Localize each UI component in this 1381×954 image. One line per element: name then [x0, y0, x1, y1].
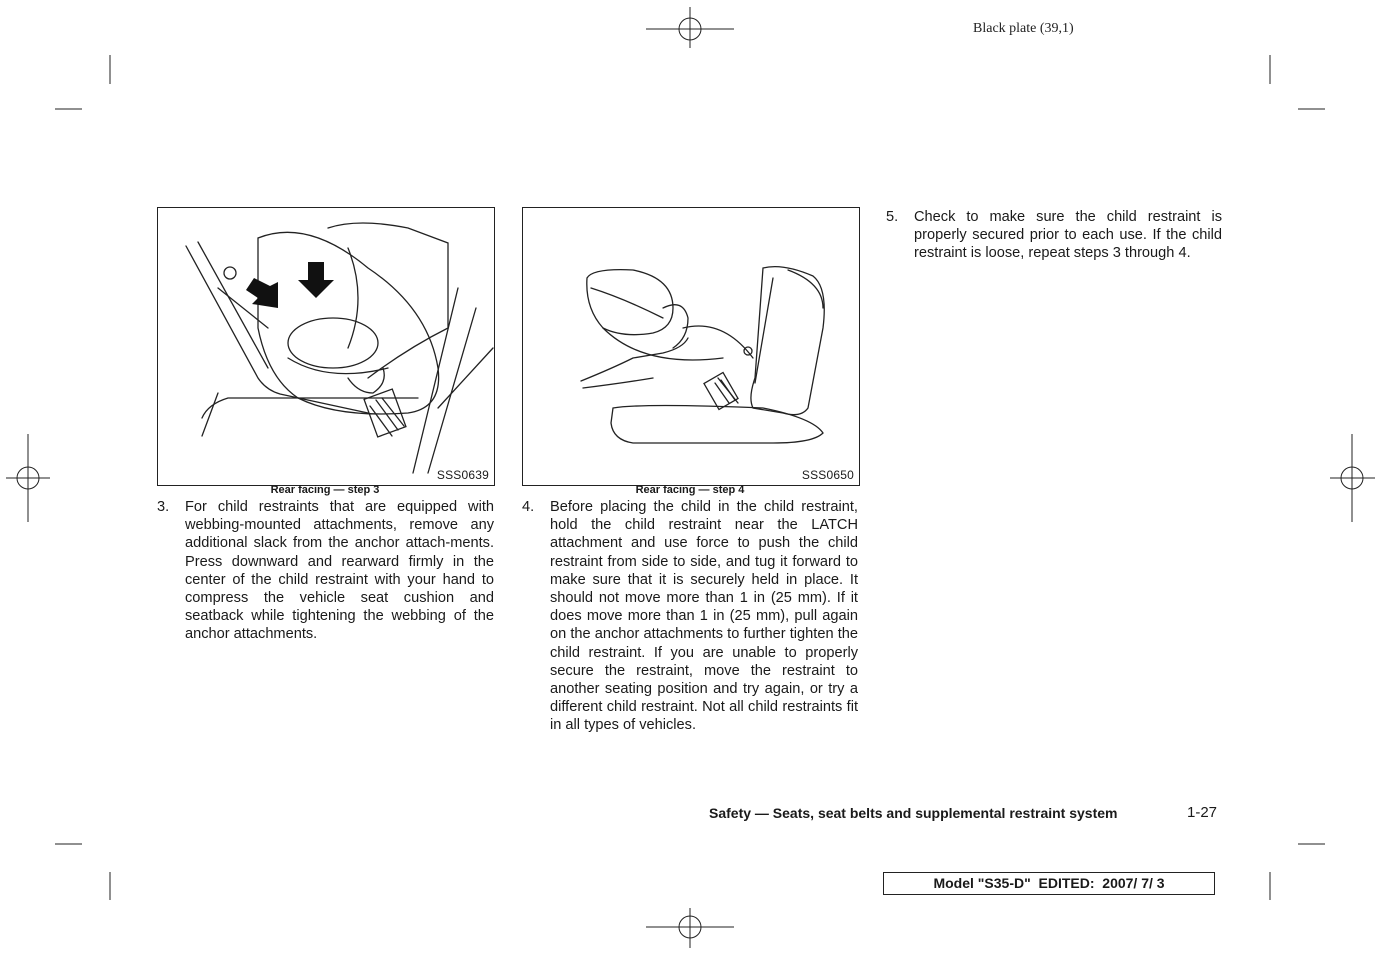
- child-seat-compress-illustration: [158, 208, 494, 485]
- step-3: [157, 498, 494, 648]
- figure-caption: Rear facing — step 4: [635, 484, 745, 496]
- section-title: Safety — Seats, seat belts and supplemental restraint system: [709, 805, 1118, 821]
- step-text: Check to make sure the child restraint is properly secured prior to each use. If the child restraint is loose, repeat steps 3 through 4.: [914, 209, 1222, 262]
- figure-code: SSS0650: [801, 468, 854, 482]
- plate-label: Black plate (39,1): [973, 21, 1074, 36]
- figure-caption: Rear facing — step 3: [270, 484, 380, 496]
- step-4: [522, 498, 858, 738]
- model-edited-box: Model "S35-D" EDITED: 2007/ 7/ 3: [883, 872, 1215, 895]
- figure-rear-facing-step-4: [522, 207, 860, 486]
- step-number: 4.: [522, 499, 535, 515]
- step-number: 3.: [157, 499, 170, 515]
- step-5: [886, 208, 1222, 288]
- step-text: For child restraints that are equipped with webbing-mounted attachments, remove any additional slack from the anchor attach-ments. Press downward and rearward firmly in the center of the child restraint with your hand to compress the vehicle seat cushion and seatback while tightening the webbing of the anchor attachments.: [185, 499, 494, 643]
- step-text: Before placing the child in the child restraint, hold the child restraint near the LATCH attachment and use force to push the child restraint from side to side, and tug it forward to make sure that it is securely held in place. It should not move more than 1 in (25 mm). If it does move more than 1 in (25 mm), pull again on the anchor attachments to further tighten the child restraint. If you are unable to properly secure the restraint, move the restraint to another seating position and try again, or try a different child restraint. Not all child restraints fit in all types of vehicles.: [550, 499, 858, 734]
- page-number: 1-27: [1187, 804, 1218, 821]
- figure-rear-facing-step-3: [157, 207, 495, 486]
- figure-code: SSS0639: [436, 468, 489, 482]
- child-seat-tug-illustration: [523, 208, 859, 485]
- step-number: 5.: [886, 209, 899, 225]
